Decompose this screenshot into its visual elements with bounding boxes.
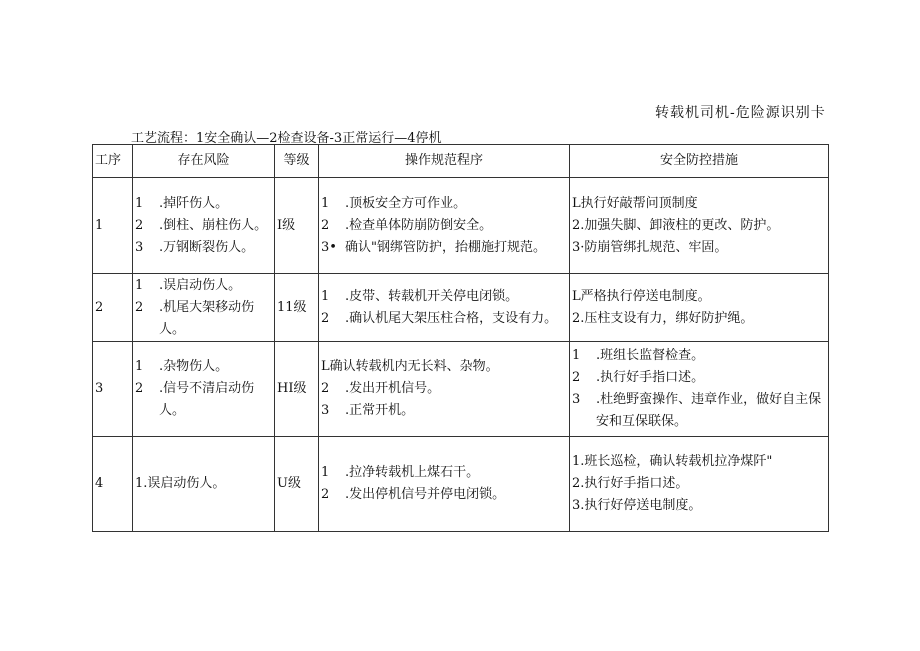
- grade-cell: 11级: [275, 274, 319, 342]
- measure-cell: [570, 342, 829, 437]
- measure-text: 3.执行好停送电制度。: [572, 498, 702, 513]
- procedure-text: .正常开机。: [345, 403, 415, 418]
- item-number: 3: [135, 239, 144, 255]
- risk-text: .掉阡伤人。: [159, 195, 229, 211]
- step-id: 1: [93, 178, 133, 274]
- risk-cell: [133, 274, 275, 342]
- procedure-text: .发出停机信号并停电闭锁。: [345, 487, 506, 502]
- item-number: 3•: [321, 239, 337, 255]
- header-cell: 等级: [275, 145, 319, 178]
- procedure-text: .拉净转载机上煤石干。: [345, 465, 480, 480]
- item-number: 2: [572, 370, 581, 385]
- risk-text: .万钢断裂伤人。: [159, 239, 255, 255]
- step-id: 2: [93, 274, 133, 342]
- grade-cell: HI级: [275, 342, 319, 437]
- risk-text: .误启动伤人。: [159, 277, 242, 293]
- item-number: 2: [321, 217, 330, 233]
- risk-text: .信号不清启动伤人。: [159, 381, 255, 418]
- header-cell: 存在风险: [133, 145, 275, 178]
- table-row: [93, 437, 829, 532]
- item-number: 2: [321, 310, 330, 326]
- measure-cell: [570, 274, 829, 342]
- measure-text: L执行好敲帮问顶制度: [572, 195, 698, 211]
- grade-cell: I级: [275, 178, 319, 274]
- step-id: 3: [93, 342, 133, 437]
- item-number: 1: [572, 348, 581, 363]
- item-number: 1: [321, 465, 330, 480]
- risk-cell: [133, 178, 275, 274]
- item-number: 1: [321, 195, 330, 211]
- item-number: 1: [135, 359, 144, 374]
- procedure-cell: [319, 342, 570, 437]
- item-number: 2: [135, 299, 144, 315]
- item-number: 2: [135, 381, 144, 396]
- item-number: 2: [321, 381, 330, 396]
- procedure-cell: [319, 437, 570, 532]
- risk-text: .倒柱、崩柱伤人。: [159, 217, 268, 233]
- measure-cell: [570, 437, 829, 532]
- measure-text: 2.执行好手指口述。: [572, 476, 689, 491]
- procedure-cell: [319, 178, 570, 274]
- risk-text: .杂物伤人。: [159, 359, 229, 374]
- measure-text: .执行好手指口述。: [596, 370, 705, 385]
- procedure-cell: [319, 274, 570, 342]
- header-cell: 工序: [93, 145, 133, 178]
- table-row: [93, 342, 829, 437]
- risk-cell: [133, 342, 275, 437]
- procedure-text: .确认机尾大架压柱合格，支设有力。: [345, 310, 558, 326]
- risk-table: [92, 144, 829, 532]
- item-number: 1: [135, 277, 144, 293]
- risk-text: .机尾大架移动伤人。: [159, 299, 255, 337]
- measure-text: .杜绝野蛮操作、违章作业，做好自主保安和互保联保。: [596, 392, 822, 429]
- document-title: 转载机司机-危险源识别卡: [655, 105, 826, 121]
- process-flow: 工艺流程：1安全确认—2检查设备-3正常运行—4停机: [131, 131, 442, 146]
- item-number: 3: [572, 392, 581, 407]
- header-cell: 安全防控措施: [570, 145, 829, 178]
- risk-cell: [133, 437, 275, 532]
- procedure-text: .皮带、转载机开关停电闭锁。: [345, 288, 519, 304]
- measure-text: 1.班长巡检，确认转载机拉净煤阡": [572, 454, 773, 469]
- procedure-text: .检查单体防崩防倒安全。: [345, 217, 493, 233]
- procedure-text: L确认转载机内无长料、杂物。: [321, 359, 499, 374]
- risk-text: 1.误启动伤人。: [135, 476, 226, 491]
- measure-text: 3·防崩管绑扎规范、牢固。: [572, 239, 728, 255]
- item-number: 1: [321, 288, 330, 304]
- table-row: [93, 274, 829, 342]
- measure-text: 2.压柱支设有力，绑好防护绳。: [572, 310, 754, 326]
- grade-cell: U级: [275, 437, 319, 532]
- measure-text: 2.加强失脚、卸液柱的更改、防护。: [572, 217, 780, 233]
- measure-text: .班组长监督检查。: [596, 348, 705, 363]
- header-cell: 操作规范程序: [319, 145, 570, 178]
- item-number: 3: [321, 403, 330, 418]
- step-id: 4: [93, 437, 133, 532]
- procedure-text: .顶板安全方可作业。: [345, 195, 467, 211]
- item-number: 1: [135, 195, 144, 211]
- table-row: [93, 178, 829, 274]
- procedure-text: 确认"钢绑管防护，抬棚施打规范。: [345, 239, 546, 255]
- item-number: 2: [135, 217, 144, 233]
- item-number: 2: [321, 487, 330, 502]
- procedure-text: .发出开机信号。: [345, 381, 441, 396]
- measure-cell: [570, 178, 829, 274]
- measure-text: L严格执行停送电制度。: [572, 288, 711, 304]
- table-header-row: [93, 145, 829, 178]
